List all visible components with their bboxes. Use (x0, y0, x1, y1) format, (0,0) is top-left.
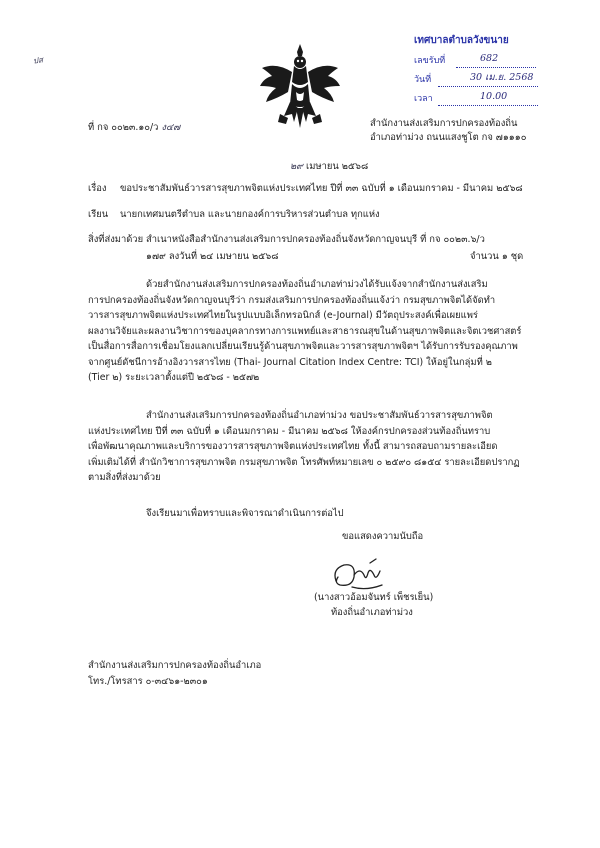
salutation: ขอแสดงความนับถือ (342, 531, 424, 542)
attachment-label: สิ่งที่ส่งมาด้วย (88, 234, 144, 245)
body-paragraph-1 (88, 277, 521, 386)
document-number (88, 122, 180, 134)
stamp-received-no: 682 (480, 53, 499, 64)
sender-office-line1: สำนักงานส่งเสริมการปกครองท้องถิ่น (370, 118, 518, 129)
document-number-handwritten: ง๔๗ (161, 122, 181, 133)
stamp-time-label: เวลา (414, 94, 433, 104)
footer-phone: โทร./โทรสาร ๐-๓๔๖๑-๒๓๐๑ (88, 676, 208, 687)
signatory-position: ท้องถิ่นอำเภอท่าม่วง (331, 607, 413, 618)
paragraph-line: ตามสิ่งที่ส่งมาด้วย (88, 472, 161, 483)
paragraph-line: สำนักงานส่งเสริมการปกครองท้องถิ่นอำเภอท่าม่วง ขอประชาสัมพันธ์วารสารสุขภาพจิต (146, 410, 493, 421)
document-date-handwritten: ๒๙ (290, 161, 304, 172)
stamp-office: เทศบาลตำบลวังขนาย (414, 35, 509, 46)
document-date (290, 161, 368, 173)
paragraph-line: เป็นสื่อการสื่อการเชื่อมโยงแลกเปลี่ยนเรียนรู้ด้านสุขภาพจิตและวารสารสุขภาพจิตฯ ได้รับการรับรองคุณภาพ (88, 341, 518, 352)
receiving-stamp (400, 34, 550, 108)
stamp-date-label: วันที่ (414, 75, 432, 85)
paragraph-line: จากศูนย์ดัชนีการอ้างอิงวารสารไทย (Thai- Journal Citation Index Centre: TCI) ให้อยู่ในกลุ่มที่ ๒ (88, 356, 492, 368)
sender-office-line2: อำเภอท่าม่วง ถนนแสงชูโต กจ ๗๑๑๑๐ (370, 132, 527, 143)
garuda-emblem-icon (258, 42, 342, 132)
body-paragraph-2 (88, 408, 520, 486)
subject-label: เรื่อง (88, 183, 107, 194)
paragraph-line: (Tier ๒) ระยะเวลาตั้งแต่ปี ๒๕๖๘ - ๒๕๗๒ (88, 372, 260, 383)
signatory-name: (นางสาวอ้อมจันทร์ เพ็ชรเย็น) (314, 592, 434, 603)
paragraph-line: วารสารสุขภาพจิตแห่งประเทศไทยในรูปแบบอิเล็กทรอนิกส์ (e-Journal) มีวัตถุประสงค์เพื่อเผยแพร่ (88, 310, 478, 321)
attachment-count: จำนวน ๑ ชุด (470, 251, 524, 262)
paragraph-line: เพิ่มเติมได้ที่ สำนักวิชาการสุขภาพจิต กรมสุขภาพจิต โทรศัพท์หมายเลข ๐ ๒๕๙๐ ๘๑๕๔ รายละเอียดปรากฏ (88, 456, 520, 468)
paragraph-line: การปกครองท้องถิ่นจังหวัดกาญจนบุรีว่า กรมส่งเสริมการปกครองท้องถิ่นแจ้งว่า กรมสุขภาพจิตได้จัดทำ (88, 294, 496, 306)
footer-office: สำนักงานส่งเสริมการปกครองท้องถิ่นอำเภอ (88, 660, 262, 671)
document-number-prefix: ที่ กจ ๐๐๒๓.๑๐/ว (88, 122, 159, 133)
attachment-line1: สำเนาหนังสือสำนักงานส่งเสริมการปกครองท้องถิ่นจังหวัดกาญจนบุรี ที่ กจ ๐๐๒๓.๖/ว (146, 234, 485, 245)
handwritten-corner-mark: ปส (32, 55, 44, 66)
closing-text: จึงเรียนมาเพื่อทราบและพิจารณาดำเนินการต่อไป (146, 508, 344, 519)
stamp-received-no-label: เลขรับที่ (414, 56, 446, 66)
paragraph-line: ผลงานวิจัยและผลงานวิชาการของบุคลากรทางการแพทย์และสาธารณสุขในด้านสุขภาพจิตและจิตเวชศาสตร์ (88, 325, 522, 337)
paragraph-line: ด้วยสำนักงานส่งเสริมการปกครองท้องถิ่นอำเภอท่าม่วงได้รับแจ้งจากสำนักงานส่งเสริม (146, 279, 488, 290)
paragraph-line: แห่งประเทศไทย ปีที่ ๓๓ ฉบับที่ ๑ เดือนมกราคม - มีนาคม ๒๕๖๘ ให้องค์กรปกครองส่วนท้องถิ่นทราบ (88, 425, 491, 437)
paragraph-line: เพื่อพัฒนาคุณภาพและบริการของวารสารสุขภาพจิตแห่งประเทศไทย ทั้งนี้ สามารถสอบถามรายละเอียด (88, 441, 498, 452)
to-text: นายกเทศมนตรีตำบล และนายกองค์การบริหารส่วนตำบล ทุกแห่ง (120, 209, 380, 220)
stamp-date: 30 เม.ย. 2568 (470, 72, 534, 83)
stamp-time: 10.00 (480, 91, 508, 102)
handwritten-signature (330, 555, 390, 595)
subject-text: ขอประชาสัมพันธ์วารสารสุขภาพจิตแห่งประเทศไทย ปีที่ ๓๓ ฉบับที่ ๑ เดือนมกราคม - มีนาคม ๒๕๖๘ (120, 183, 523, 194)
attachment-line2: ๑๗๙ ลงวันที่ ๒๔ เมษายน ๒๕๖๘ (146, 251, 279, 262)
document-date-rest: เมษายน ๒๕๖๘ (306, 161, 369, 172)
to-label: เรียน (88, 209, 109, 220)
